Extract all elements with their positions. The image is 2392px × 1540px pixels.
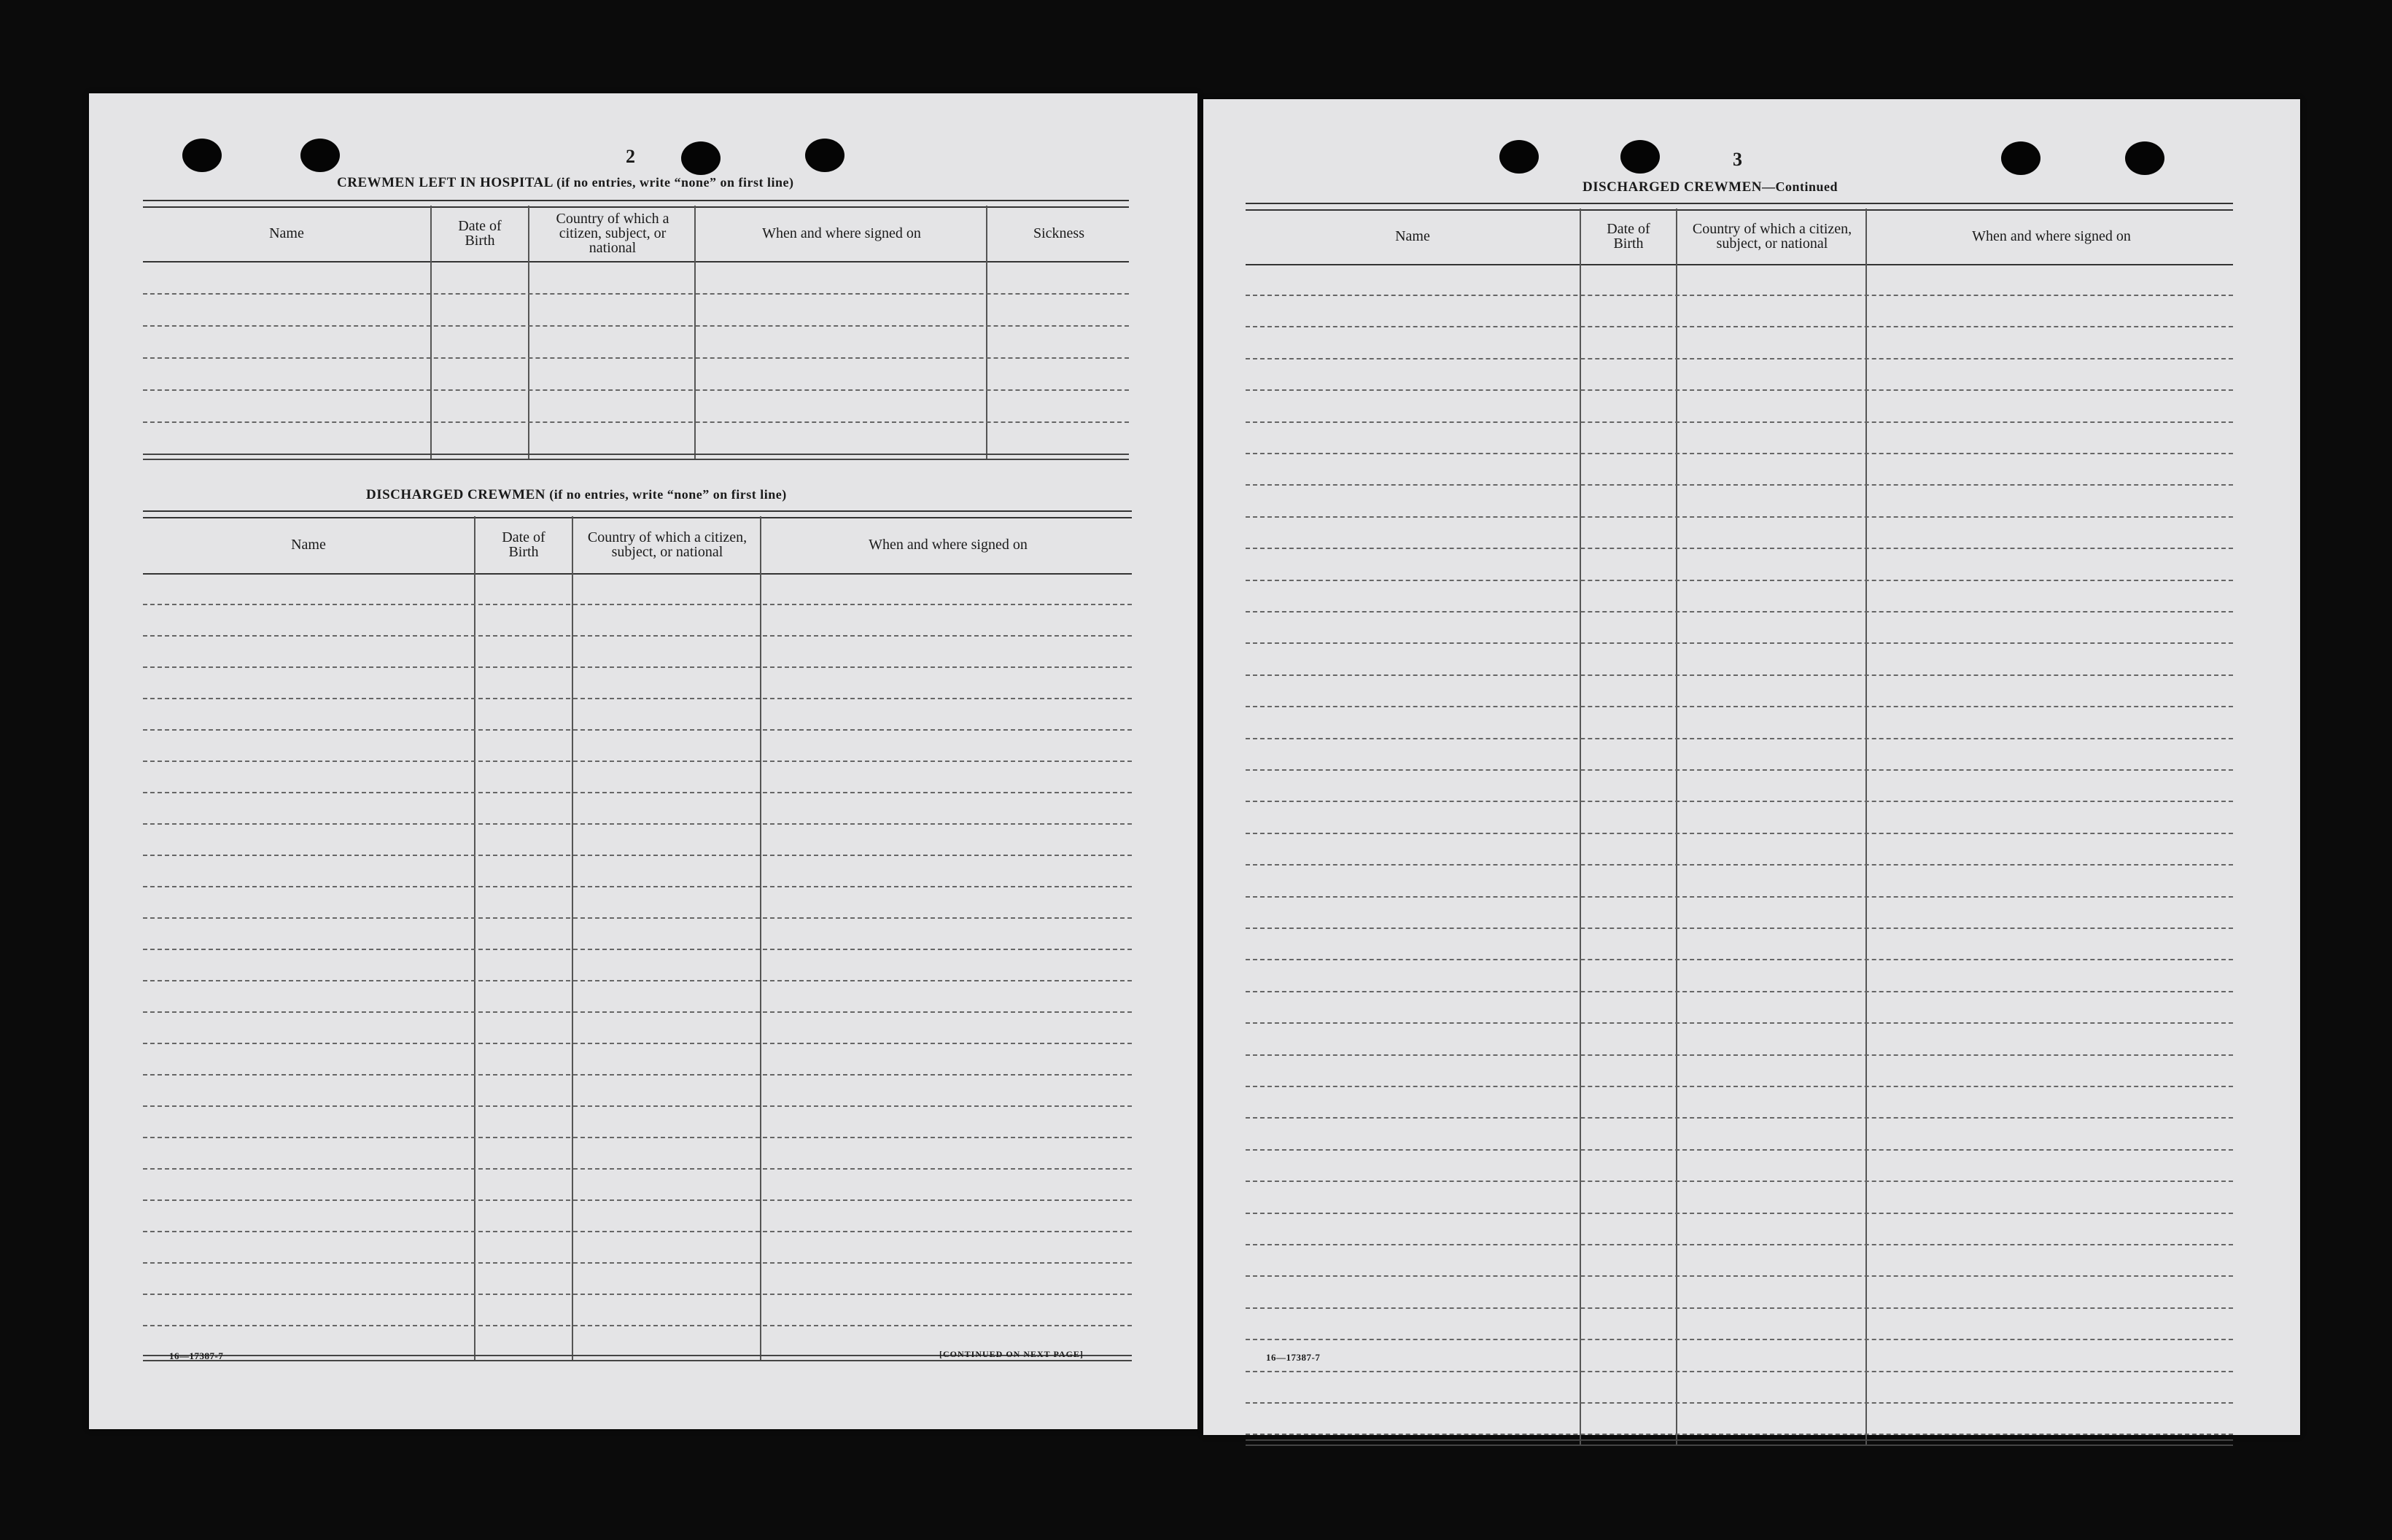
entry-line[interactable] bbox=[1246, 896, 2233, 898]
entry-line[interactable] bbox=[1246, 421, 2233, 423]
entry-line[interactable] bbox=[1246, 516, 2233, 518]
entry-line[interactable] bbox=[1246, 1149, 2233, 1151]
entry-line[interactable] bbox=[143, 357, 1129, 359]
entry-line[interactable] bbox=[1246, 1275, 2233, 1277]
col-header-name: Name bbox=[1395, 228, 1430, 244]
entry-line[interactable] bbox=[1246, 484, 2233, 486]
hospital-title-text: CREWMEN LEFT IN HOSPITAL bbox=[337, 175, 553, 190]
entry-line[interactable] bbox=[1246, 1339, 2233, 1340]
page-number: 2 bbox=[626, 146, 635, 167]
entry-line[interactable] bbox=[1246, 1086, 2233, 1087]
entry-line[interactable] bbox=[143, 1137, 1132, 1138]
col-header-signed-on: When and where signed on bbox=[1972, 228, 2131, 244]
entry-line[interactable] bbox=[143, 792, 1132, 793]
col-header-name: Name bbox=[291, 537, 326, 553]
col-header-country: Country of which a citizen, subject, or national bbox=[1692, 221, 1852, 252]
entry-line[interactable] bbox=[1246, 1022, 2233, 1024]
entry-line[interactable] bbox=[1246, 1434, 2233, 1435]
entry-line[interactable] bbox=[143, 1325, 1132, 1326]
entry-line[interactable] bbox=[143, 325, 1129, 327]
col-header-date-of-birth: Date of Birth bbox=[1607, 221, 1650, 252]
entry-line[interactable] bbox=[143, 1231, 1132, 1232]
discharged-continued-title-text: DISCHARGED CREWMEN bbox=[1583, 179, 1762, 195]
entry-line[interactable] bbox=[1246, 738, 2233, 739]
entry-line[interactable] bbox=[1246, 1054, 2233, 1056]
entry-line[interactable] bbox=[1246, 769, 2233, 771]
entry-line[interactable] bbox=[143, 980, 1132, 981]
entry-line[interactable] bbox=[143, 886, 1132, 887]
entry-line[interactable] bbox=[143, 1294, 1132, 1295]
entry-line[interactable] bbox=[1246, 1371, 2233, 1372]
entry-line[interactable] bbox=[1246, 1402, 2233, 1404]
entry-line[interactable] bbox=[143, 1262, 1132, 1264]
entry-line[interactable] bbox=[143, 698, 1132, 699]
entry-line[interactable] bbox=[143, 1105, 1132, 1107]
entry-line[interactable] bbox=[143, 761, 1132, 762]
entry-line[interactable] bbox=[1246, 1307, 2233, 1309]
hospital-instruction: (if no entries, write “none” on first line) bbox=[556, 175, 794, 190]
entry-line[interactable] bbox=[143, 729, 1132, 731]
entry-line[interactable] bbox=[143, 389, 1129, 391]
col-header-date-of-birth: Date of Birth bbox=[502, 529, 545, 560]
entry-line[interactable] bbox=[143, 949, 1132, 950]
entry-line[interactable] bbox=[1246, 389, 2233, 391]
col-header-country: Country of which a citizen, subject, or national bbox=[587, 529, 748, 560]
entry-line[interactable] bbox=[1246, 801, 2233, 802]
entry-line[interactable] bbox=[1246, 548, 2233, 549]
continued-suffix: —Continued bbox=[1762, 179, 1838, 194]
col-header-country: Country of which a citizen, subject, or national bbox=[556, 211, 669, 256]
left-form-page bbox=[89, 93, 1197, 1429]
entry-line[interactable] bbox=[1246, 326, 2233, 327]
entry-line[interactable] bbox=[1246, 611, 2233, 612]
discharged-continued-title bbox=[1583, 179, 1838, 195]
discharged-table bbox=[143, 510, 1132, 1361]
entry-line[interactable] bbox=[1246, 706, 2233, 707]
entry-line[interactable] bbox=[1246, 1213, 2233, 1214]
discharged-section-title bbox=[366, 487, 787, 503]
entry-line[interactable] bbox=[1246, 674, 2233, 676]
discharged-continued-table bbox=[1246, 203, 2233, 1445]
entry-line[interactable] bbox=[143, 1011, 1132, 1013]
entry-line[interactable] bbox=[143, 855, 1132, 856]
entry-line[interactable] bbox=[1246, 358, 2233, 359]
col-header-signed-on: When and where signed on bbox=[762, 225, 921, 241]
entry-line[interactable] bbox=[1246, 991, 2233, 992]
continued-note: [CONTINUED ON NEXT PAGE] bbox=[939, 1349, 1084, 1359]
col-header-signed-on: When and where signed on bbox=[869, 537, 1028, 553]
entry-line[interactable] bbox=[1246, 453, 2233, 454]
hospital-table bbox=[143, 200, 1129, 462]
hospital-section-title bbox=[337, 175, 794, 191]
form-code: 16—17387-7 bbox=[169, 1350, 224, 1361]
entry-line[interactable] bbox=[1246, 959, 2233, 960]
entry-line[interactable] bbox=[143, 293, 1129, 295]
punch-hole bbox=[2125, 141, 2164, 175]
entry-line[interactable] bbox=[1246, 1117, 2233, 1119]
entry-line[interactable] bbox=[1246, 833, 2233, 834]
discharged-title-text: DISCHARGED CREWMEN bbox=[366, 487, 545, 502]
entry-line[interactable] bbox=[143, 1199, 1132, 1201]
entry-line[interactable] bbox=[143, 823, 1132, 825]
entry-line[interactable] bbox=[143, 635, 1132, 637]
punch-hole bbox=[805, 139, 844, 172]
punch-hole bbox=[1620, 140, 1660, 174]
entry-line[interactable] bbox=[143, 1168, 1132, 1170]
entry-line[interactable] bbox=[1246, 864, 2233, 866]
right-form-page bbox=[1203, 99, 2300, 1435]
col-header-sickness: Sickness bbox=[1033, 225, 1084, 241]
entry-line[interactable] bbox=[143, 666, 1132, 668]
entry-line[interactable] bbox=[1246, 580, 2233, 581]
entry-line[interactable] bbox=[143, 1043, 1132, 1044]
entry-line[interactable] bbox=[143, 917, 1132, 919]
form-code: 16—17387-7 bbox=[1266, 1352, 1321, 1363]
col-header-date-of-birth: Date of Birth bbox=[458, 218, 502, 249]
col-header-name: Name bbox=[269, 225, 304, 241]
entry-line[interactable] bbox=[143, 604, 1132, 605]
entry-line[interactable] bbox=[143, 421, 1129, 423]
punch-hole bbox=[1499, 140, 1539, 174]
punch-hole bbox=[2001, 141, 2040, 175]
entry-line[interactable] bbox=[1246, 295, 2233, 296]
entry-line[interactable] bbox=[1246, 1244, 2233, 1245]
entry-line[interactable] bbox=[143, 1074, 1132, 1076]
punch-hole bbox=[681, 141, 721, 175]
entry-line[interactable] bbox=[1246, 642, 2233, 644]
punch-hole bbox=[182, 139, 222, 172]
discharged-instruction: (if no entries, write “none” on first line) bbox=[549, 487, 787, 502]
entry-line[interactable] bbox=[1246, 928, 2233, 929]
page-number: 3 bbox=[1733, 149, 1742, 170]
punch-hole bbox=[300, 139, 340, 172]
entry-line[interactable] bbox=[1246, 1181, 2233, 1182]
